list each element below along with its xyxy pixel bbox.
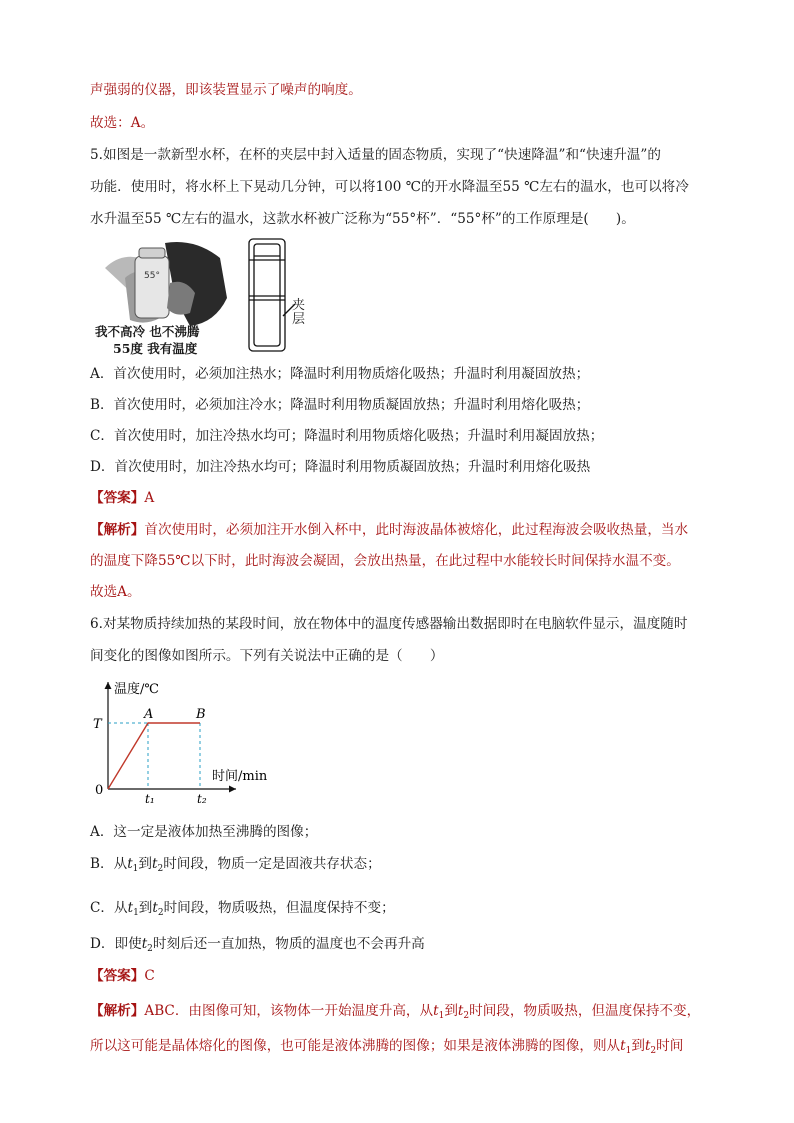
q5-analysis-line-2: 的温度下降55℃以下时，此时海波会凝固，会放出热量，在此过程中水能较长时间保持水温不变。 — [90, 553, 680, 569]
q6-option-b — [90, 854, 381, 879]
y-axis-label: 温度/℃ — [114, 682, 159, 697]
analysis-label: 【解析】 — [90, 522, 145, 538]
sym-t: t — [620, 1038, 626, 1054]
sub-1: 1 — [132, 864, 139, 874]
analysis-post: 时间 — [656, 1038, 684, 1054]
sym-t: t — [152, 900, 158, 916]
q5-stem-line-1: 5.如图是一款新型水杯，在杯的夹层中封入适量的固态物质，实现了“快速降温”和“快速升温”的 — [90, 147, 661, 163]
point-label-a: A — [144, 707, 154, 722]
q6-analysis-line-2 — [90, 1036, 683, 1061]
x-tick-label-t2: t₂ — [197, 792, 207, 806]
cup-photo — [95, 238, 230, 356]
q6-analysis-line-1 — [90, 1001, 700, 1026]
temperature-chart — [88, 676, 288, 806]
q5-stem-line-2: 功能．使用时，将水杯上下晃动几分钟，可以将100 ℃的开水降温至55 ℃左右的温水，也可以将冷 — [90, 179, 689, 195]
photo-caption-1: 我不高冷 也不沸腾 — [95, 324, 200, 339]
sub-2: 2 — [463, 1011, 470, 1021]
opt-d-post: 时刻后还一直加热，物质的温度也不会再升高 — [152, 936, 425, 952]
sym-t: t — [151, 856, 158, 872]
opt-c-pre: C．从 — [90, 900, 128, 916]
temperature-time-graph — [88, 676, 288, 806]
sub-2: 2 — [650, 1046, 657, 1056]
q5-option-b: B．首次使用时，必须加注冷水；降温时利用物质凝固放热；升温时利用熔化吸热； — [90, 397, 590, 413]
sym-t: t — [644, 1038, 651, 1054]
q5-analysis-line-1 — [90, 520, 688, 540]
answer-value: C — [144, 968, 155, 984]
q5-stem-line-3: 水升温至55 ℃左右的温水，这款水杯被广泛称为“55°杯”．“55°杯”的工作原理是( )。 — [90, 211, 635, 227]
sym-t: t — [433, 1003, 439, 1019]
sym-t: t — [457, 1003, 464, 1019]
origin-label: 0 — [95, 783, 104, 798]
q5-answer — [90, 488, 154, 508]
q6-option-a: A．这一定是液体加热至沸腾的图像； — [90, 824, 318, 840]
opt-d-pre: D．即使 — [90, 936, 142, 952]
opt-c-post: 时间段，物质吸热，但温度保持不变； — [163, 900, 395, 916]
q5-option-d: D．首次使用时，加注冷热水均可；降温时利用物质凝固放热；升温时利用熔化吸热 — [90, 459, 591, 475]
svg-text:55°: 55° — [144, 271, 160, 281]
sub-1: 1 — [438, 1011, 445, 1021]
opt-b-pre: B．从 — [90, 856, 128, 872]
series-line — [108, 723, 200, 789]
sub-2: 2 — [147, 944, 153, 954]
sub-2: 2 — [157, 864, 164, 874]
cup-photo-image — [95, 238, 230, 328]
y-tick-label: T — [93, 717, 102, 732]
point-label-b: B — [196, 707, 206, 722]
sub-1: 1 — [625, 1046, 632, 1056]
analysis-mid: 到 — [631, 1038, 645, 1054]
sym-t: t — [127, 900, 134, 916]
q5-choice: 故选A。 — [90, 584, 141, 600]
answer-label: 【答案】 — [90, 968, 145, 984]
photo-caption-2: 55度 我有温度 — [113, 341, 198, 356]
q6-stem-line-2: 间变化的图像如图所示。下列有关说法中正确的是（ ） — [90, 648, 444, 664]
cup-diagram — [245, 236, 315, 356]
opt-b-post: 时间段，物质一定是固液共存状态； — [163, 856, 381, 872]
top-text-line: 声强弱的仪器，即该装置显示了噪声的响度。 — [90, 82, 362, 98]
x-axis-label: 时间/min — [212, 769, 268, 784]
q6-option-d — [90, 934, 425, 959]
analysis-text: 首次使用时，必须加注开水倒入杯中，此时海波晶体被熔化，此过程海波会吸收热量，当水 — [144, 522, 689, 538]
answer-label: 【答案】 — [90, 490, 145, 506]
top-choice: 故选：A。 — [90, 115, 155, 131]
diagram-label-2: 层 — [292, 312, 306, 327]
opt-b-mid: 到 — [138, 856, 152, 872]
sym-t: t — [127, 856, 133, 872]
analysis-mid: 到 — [444, 1003, 458, 1019]
q6-answer — [90, 966, 155, 986]
analysis-pre: ABC．由图像可知，该物体一开始温度升高，从 — [144, 1003, 434, 1019]
opt-c-mid: 到 — [138, 900, 153, 916]
analysis-post: 时间段，物质吸热，但温度保持不变， — [469, 1003, 701, 1019]
x-tick-label-t1: t₁ — [145, 792, 155, 806]
sub-2: 2 — [157, 908, 164, 918]
q6-stem-line-1: 6.对某物质持续加热的某段时间，放在物体中的温度传感器输出数据即时在电脑软件显示，温度随时 — [90, 616, 688, 632]
q5-option-a: A．首次使用时，必须加注热水；降温时利用物质熔化吸热；升温时利用凝固放热； — [90, 366, 590, 382]
diagram-label-1: 夹 — [292, 298, 306, 313]
answer-value: A — [144, 490, 155, 506]
analysis-label: 【解析】 — [90, 1003, 145, 1019]
sub-1: 1 — [133, 908, 139, 918]
q5-option-c: C．首次使用时，加注冷热水均可；降温时利用物质熔化吸热；升温时利用凝固放热； — [90, 428, 604, 444]
analysis-pre: 所以这可能是晶体熔化的图像，也可能是液体沸腾的图像；如果是液体沸腾的图像，则从 — [90, 1038, 621, 1054]
sym-t: t — [141, 936, 148, 952]
q6-option-c — [90, 898, 395, 923]
